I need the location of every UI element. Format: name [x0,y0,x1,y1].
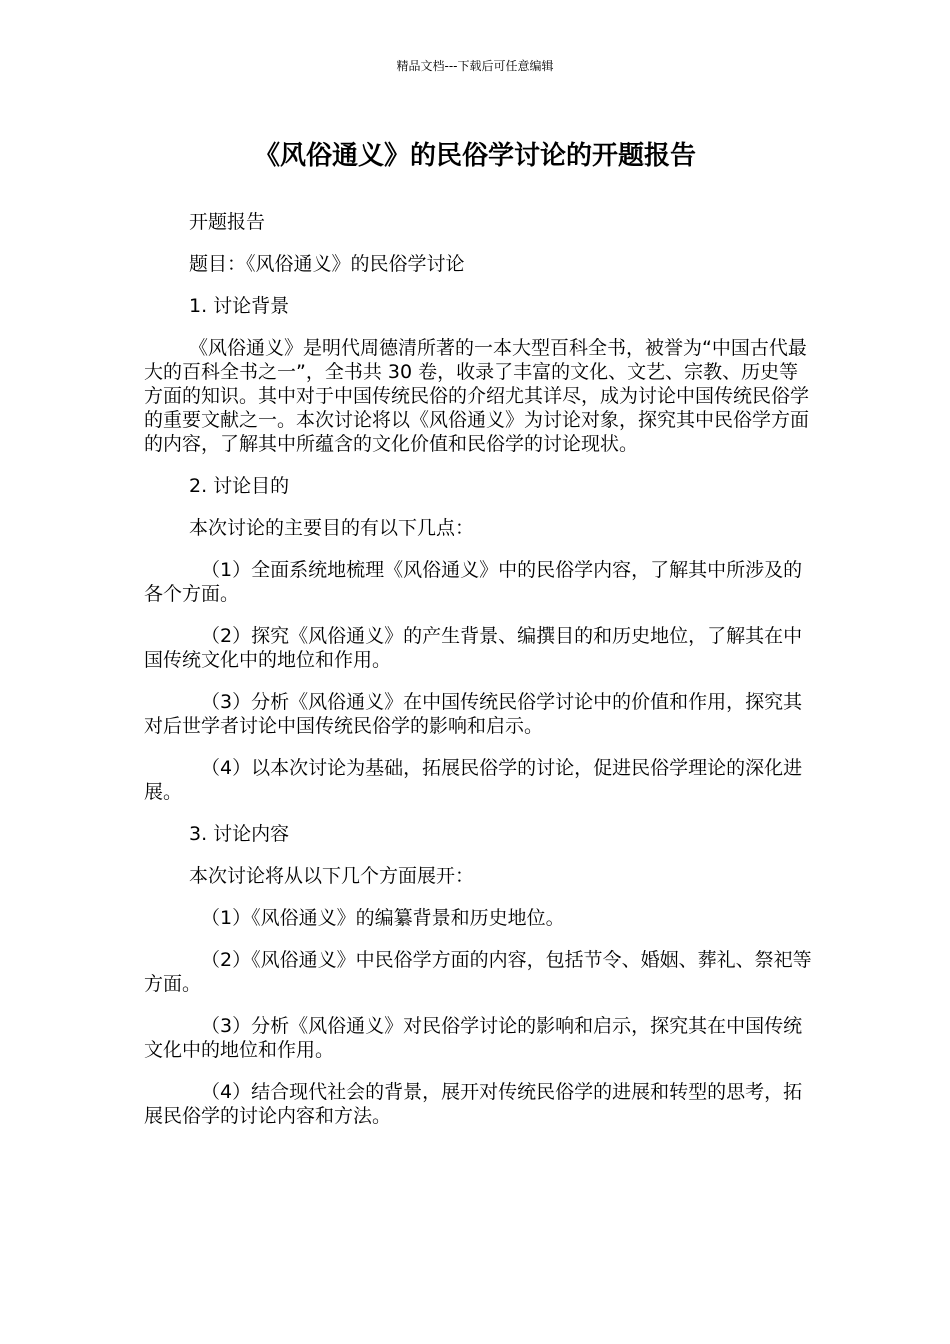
content-item: （1）《风俗通义》的编纂背景和历史地位。 [201,907,565,929]
content-intro: 本次讨论将从以下几个方面展开： [189,865,475,887]
content-item: （2）《风俗通义》中民俗学方面的内容，包括节令、婚姻、葬礼、祭祀等方面。 [144,949,812,995]
content-item: （3）分析《风俗通义》对民俗学讨论的影响和启示，探究其在中国传统文化中的地位和作用。 [144,1015,803,1061]
page-header: 精品文档---下载后可任意编辑 [396,59,554,73]
section-heading-purpose: 2. 讨论目的 [189,475,290,497]
purpose-item: （1）全面系统地梳理《风俗通义》中的民俗学内容，了解其中所涉及的各个方面。 [144,559,803,605]
document-body [144,210,814,1146]
section-heading-content: 3. 讨论内容 [189,823,290,845]
report-label: 开题报告 [189,211,266,233]
document-title: 《风俗通义》的民俗学讨论的开题报告 [253,141,696,171]
purpose-intro: 本次讨论的主要目的有以下几点： [189,517,475,539]
background-paragraph: 《风俗通义》是明代周德清所著的一本大型百科全书，被誉为“中国古代最大的百科全书之一”，全书共 30 卷，收录了丰富的文化、文艺、宗教、历史等方面的知识。其中对于中国传统民俗的介绍尤其详尽，成为讨论中国传统民俗学的重要文献之一。本次讨论将以《风俗通义》为讨论对象，探究其中民俗学方面的内容，了解其中所蕴含的文化价值和民俗学的讨论现状。 [144,337,810,455]
purpose-item: （2）探究《风俗通义》的产生背景、编撰目的和历史地位，了解其在中国传统文化中的地位和作用。 [144,625,803,671]
purpose-item: （3）分析《风俗通义》在中国传统民俗学讨论中的价值和作用，探究其对后世学者讨论中国传统民俗学的影响和启示。 [144,691,803,737]
section-heading-background: 1. 讨论背景 [189,295,290,317]
content-item: （4）结合现代社会的背景，展开对传统民俗学的进展和转型的思考，拓展民俗学的讨论内容和方法。 [144,1081,803,1127]
topic-line: 题目：《风俗通义》的民俗学讨论 [189,253,465,275]
purpose-item: （4）以本次讨论为基础，拓展民俗学的讨论，促进民俗学理论的深化进展。 [144,757,803,803]
